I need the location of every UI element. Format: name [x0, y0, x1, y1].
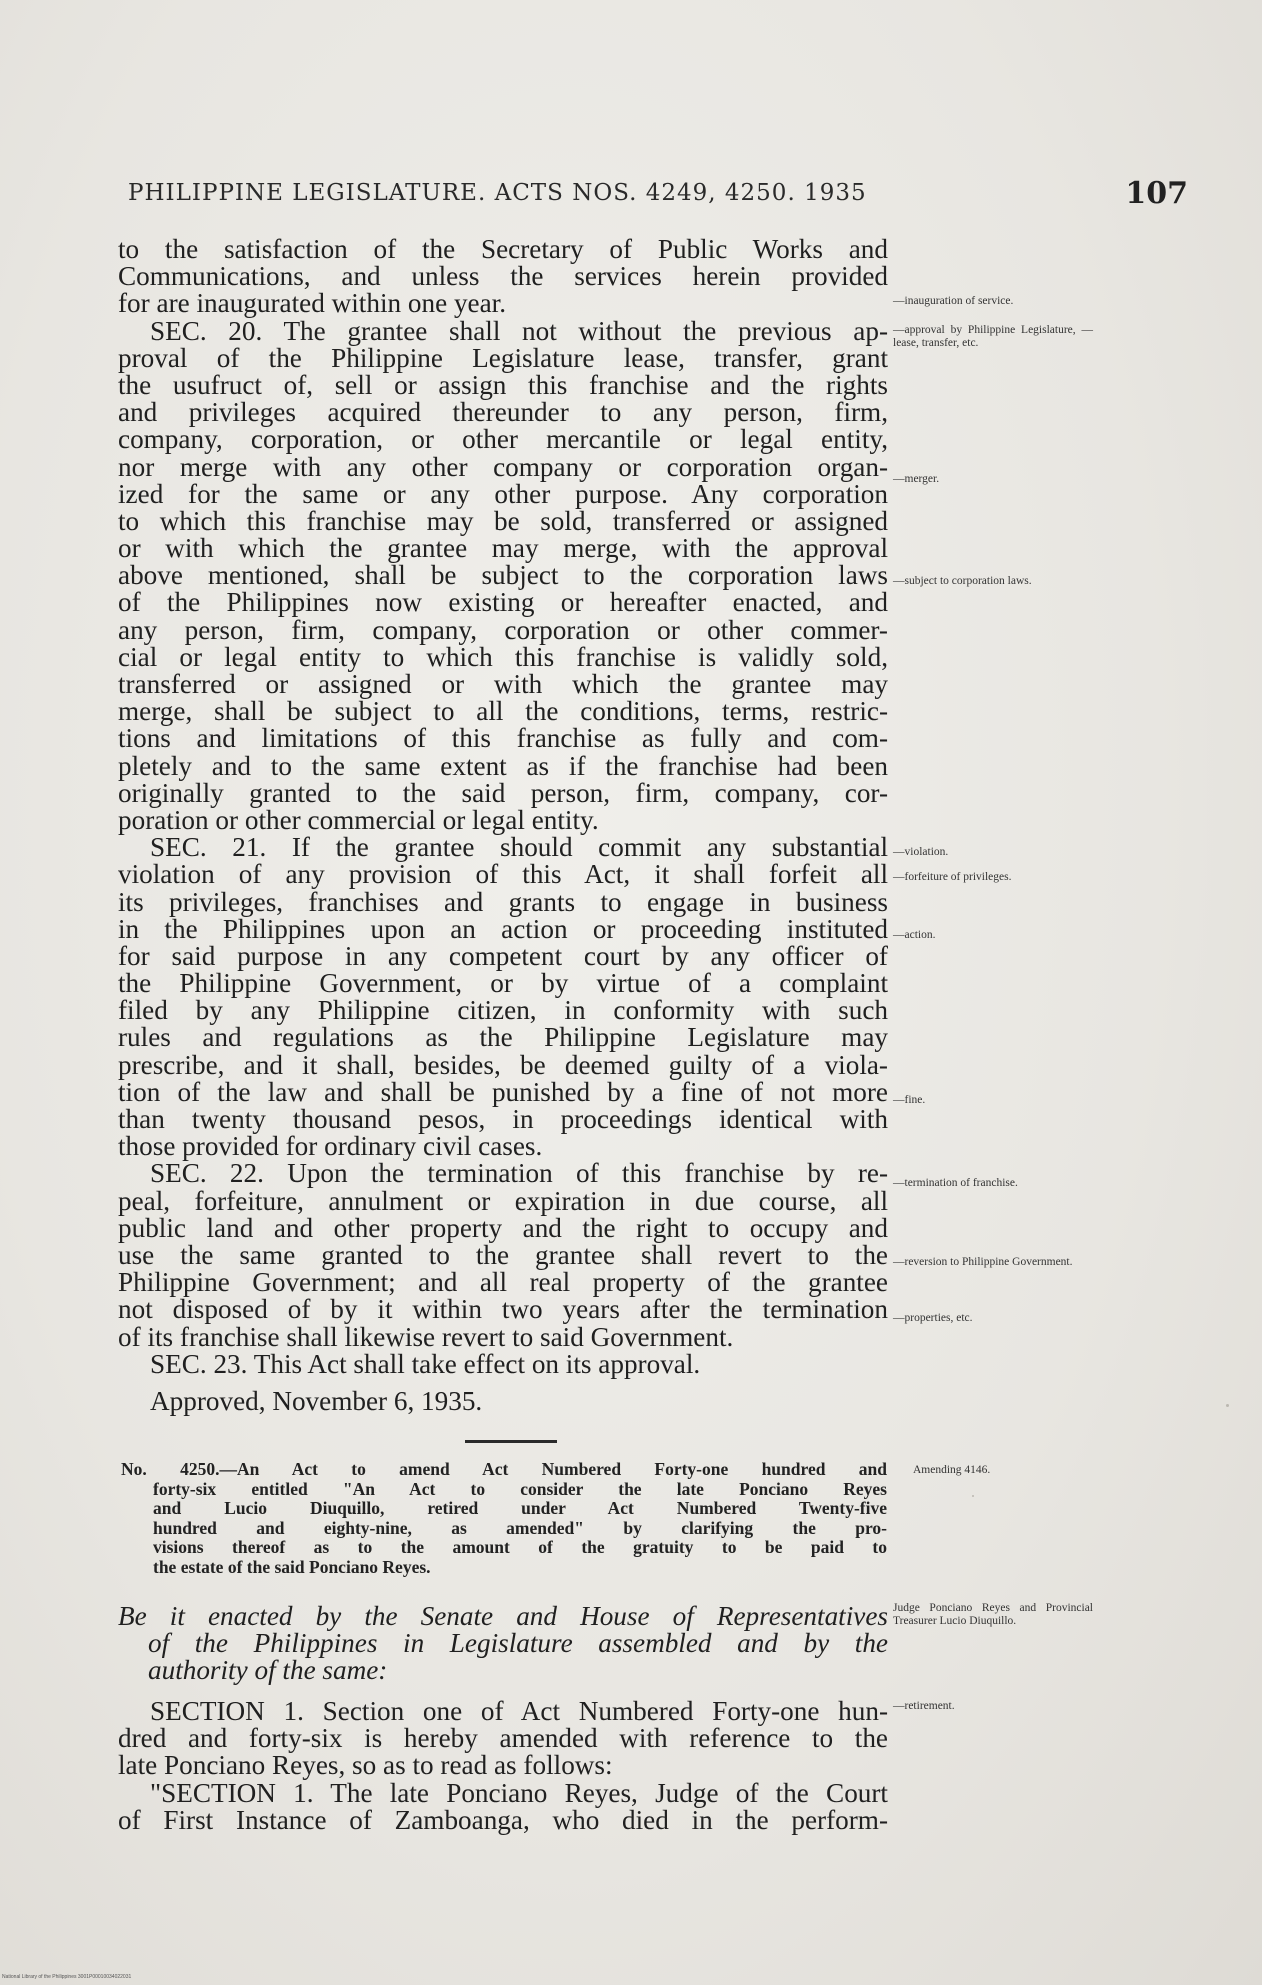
text-line: to the satisfaction of the Secretary of Public Works and	[118, 234, 888, 264]
text-line: Communications, and unless the services herein provided	[118, 261, 888, 292]
text-line: cial or legal entity to which this franchise is validly sold,	[118, 641, 888, 672]
margin-note-reversion: —reversion to Philippine Government.	[893, 1256, 1073, 1268]
act-4250-title	[121, 1460, 887, 1578]
margin-note-corporation-laws: —subject to corporation laws.	[893, 575, 1032, 587]
text-line: public land and other property and the right to occupy and	[118, 1212, 888, 1243]
text-line: filed by any Philippine citizen, in conformity with such	[118, 995, 888, 1026]
text-line: nor merge with any other company or corporation organ-	[118, 451, 888, 482]
text-line: merge, shall be subject to all the conditions, terms, restric-	[118, 696, 888, 727]
margin-note-fine: —fine.	[893, 1094, 926, 1106]
text-line: company, corporation, or other mercantile or legal entity,	[118, 424, 888, 455]
margin-note-termination: —termination of franchise.	[893, 1177, 1018, 1189]
page-number: 107	[1125, 176, 1188, 211]
scan-credit: National Library of the Philippines 3001P00010034022031	[2, 1974, 132, 1980]
text-line: to which this franchise may be sold, transferred or assigned	[118, 505, 888, 536]
text-line: any person, firm, company, corporation or other commer-	[118, 614, 888, 645]
text-line: pletely and to the same extent as if the franchise had been	[118, 750, 888, 781]
text-line: originally granted to the said person, firm, company, cor-	[118, 777, 888, 808]
text-line: not disposed of by it within two years after the termination	[118, 1294, 888, 1325]
margin-note-approval: —approval by Philippine Legislature, —lease, transfer, etc.	[893, 324, 1093, 349]
text-line: proval of the Philippine Legislature lease, transfer, grant	[118, 342, 888, 373]
margin-note-judge: Judge Ponciano Reyes and Provincial Treasurer Lucio Diuquillo.	[893, 1602, 1093, 1627]
text-line: transferred or assigned or with which the grantee may	[118, 669, 888, 699]
text-line: in the Philippines upon an action or proceeding instituted	[118, 913, 888, 944]
body-text-block-1	[118, 236, 888, 1415]
section-21-start: SEC. 21. If the grantee should commit any substantial	[150, 832, 888, 863]
margin-note-retirement: —retirement.	[893, 1700, 955, 1712]
text-line: dred and forty-six is hereby amended with reference to the	[118, 1723, 888, 1754]
text-line: rules and regulations as the Philippine Legislature may	[118, 1022, 888, 1053]
text-line: ized for the same or any other purpose. Any corporation	[118, 478, 888, 509]
text-line: or with which the grantee may merge, with the approval	[118, 533, 888, 564]
text-line: of the Philippines now existing or hereafter enacted, and	[118, 587, 888, 618]
act-title-line: the estate of the said Ponciano Reyes.	[153, 1556, 431, 1577]
paper-speck	[1226, 1404, 1229, 1407]
margin-note-merger: —merger.	[893, 473, 940, 485]
enacting-line: of the Philippines in Legislature assembled and by the	[148, 1628, 888, 1659]
enacting-clause	[118, 1603, 888, 1685]
section-23: SEC. 23. This Act shall take effect on its approval.	[150, 1348, 701, 1379]
margin-note-amending: Amending 4146.	[913, 1464, 991, 1476]
margin-note-properties: —properties, etc.	[893, 1312, 973, 1324]
margin-note-forfeiture: —forfeiture of privileges.	[893, 871, 1012, 883]
text-line: tion of the law and shall be punished by a fine of not more	[118, 1076, 888, 1107]
text-line: for are inaugurated within one year.	[118, 288, 507, 319]
margin-note-inauguration: —inauguration of service.	[893, 295, 1014, 307]
text-line: its privileges, franchises and grants to engage in business	[118, 886, 888, 917]
act-title-line: visions thereof as to the amount of the gratuity to be paid to	[153, 1537, 887, 1558]
body-text-block-2	[118, 1698, 888, 1834]
text-line: tions and limitations of this franchise as fully and com-	[118, 723, 888, 754]
text-line: and privileges acquired thereunder to any person, firm,	[118, 397, 888, 428]
text-line: above mentioned, shall be subject to the corporation laws	[118, 560, 888, 591]
text-line: the usufruct of, sell or assign this franchise and the rights	[118, 369, 888, 400]
section-22-start: SEC. 22. Upon the termination of this franchise by re-	[150, 1158, 888, 1189]
text-line: of its franchise shall likewise revert to said Government.	[118, 1321, 734, 1352]
text-line: Philippine Government; and all real property of the grantee	[118, 1267, 888, 1298]
running-head	[128, 176, 1188, 220]
text-line: of First Instance of Zamboanga, who died in the perform-	[118, 1804, 888, 1835]
section-1-start: SECTION 1. Section one of Act Numbered Forty-one hun-	[150, 1696, 888, 1726]
text-line: poration or other commercial or legal entity.	[118, 804, 599, 835]
separator-rule	[465, 1440, 557, 1443]
text-line: late Ponciano Reyes, so as to read as follows:	[118, 1750, 613, 1781]
paper-speck	[972, 1495, 974, 1497]
approval-date: Approved, November 6, 1935.	[150, 1385, 483, 1416]
act-title-line: hundred and eighty-nine, as amended" by clarifying the pro-	[153, 1517, 887, 1538]
text-line: than twenty thousand pesos, in proceedings identical with	[118, 1104, 888, 1134]
running-title: PHILIPPINE LEGISLATURE. ACTS NOS. 4249, 4250. 1935	[128, 180, 867, 206]
act-title-line: and Lucio Diuquillo, retired under Act Numbered Twenty-five	[153, 1498, 887, 1519]
text-line: use the same granted to the grantee shall revert to the	[118, 1239, 888, 1270]
margin-note-violation: —violation.	[893, 846, 949, 858]
act-title-line: forty-six entitled "An Act to consider the late Ponciano Reyes	[153, 1478, 887, 1499]
text-line: peal, forfeiture, annulment or expiration in due course, all	[118, 1185, 888, 1216]
act-title-line: No. 4250.—An Act to amend Act Numbered Forty-one hundred and	[121, 1459, 887, 1479]
text-line: the Philippine Government, or by virtue of a complaint	[118, 968, 888, 999]
text-line: for said purpose in any competent court by any officer of	[118, 940, 888, 971]
margin-note-action: —action.	[893, 929, 936, 941]
enacting-line: authority of the same:	[148, 1655, 388, 1686]
text-line: those provided for ordinary civil cases.	[118, 1131, 543, 1162]
text-line: violation of any provision of this Act, it shall forfeit all	[118, 859, 888, 890]
section-20-start: SEC. 20. The grantee shall not without the previous ap-	[150, 315, 888, 346]
quoted-section-start: "SECTION 1. The late Ponciano Reyes, Judge of the Court	[150, 1777, 888, 1808]
enacting-line: Be it enacted by the Senate and House of Representatives	[118, 1601, 888, 1631]
text-line: prescribe, and it shall, besides, be deemed guilty of a viola-	[118, 1049, 888, 1080]
